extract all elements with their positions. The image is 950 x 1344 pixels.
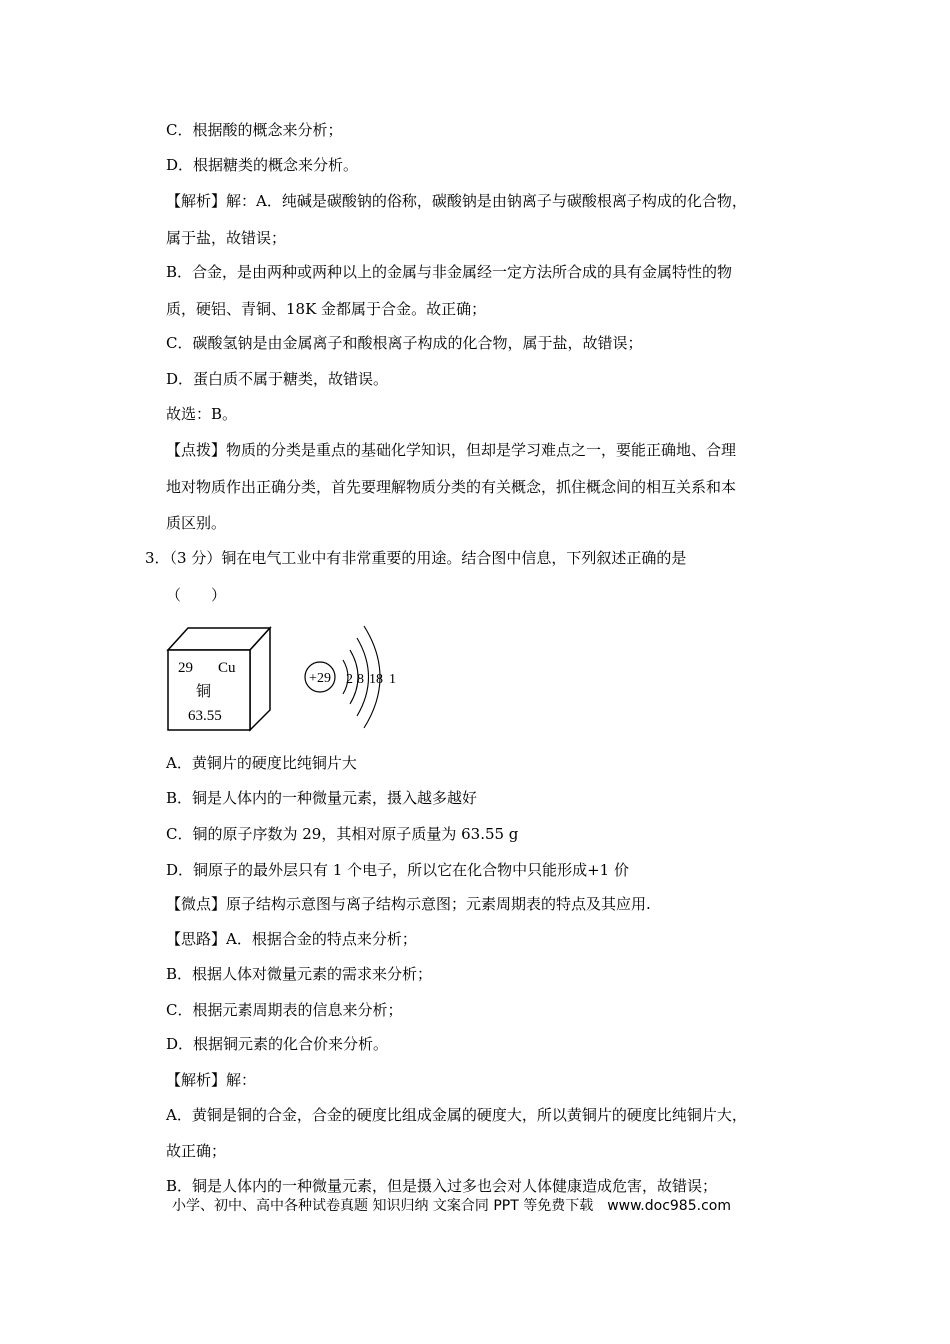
shell-count: 8: [357, 672, 364, 687]
text-line: C．根据酸的概念来分析；: [166, 121, 343, 139]
text-line: 【解析】解：: [166, 1071, 257, 1089]
text-line: A．黄铜是铜的合金，合金的硬度比组成金属的硬度大，所以黄铜片的硬度比纯铜片大，: [166, 1106, 747, 1124]
text-line: 质，硬铝、青铜、18K 金都属于合金。故正确；: [166, 300, 487, 318]
text-line: 质区别。: [166, 514, 227, 532]
text-line: B．根据人体对微量元素的需求来分析；: [166, 965, 433, 983]
text-line: 属于盐，故错误；: [166, 229, 287, 247]
text-line: 【解析】解：A．纯碱是碳酸钠的俗称，碳酸钠是由钠离子与碳酸根离子构成的化合物，: [166, 192, 747, 210]
element-cell-and-atom-diagram: [160, 620, 420, 740]
text-line: 地对物质作出正确分类，首先要理解物质分类的有关概念，抓住概念间的相互关系和本: [166, 478, 737, 496]
option-d: D．铜原子的最外层只有 1 个电子，所以它在化合物中只能形成+1 价: [166, 861, 629, 879]
text-line: 故正确；: [166, 1142, 227, 1160]
footer-banner: 小学、初中、高中各种试卷真题 知识归纳 文案合同 PPT 等免费下载 www.doc985.com: [172, 1198, 731, 1214]
element-symbol: Cu: [218, 660, 236, 676]
text-line: B．铜是人体内的一种微量元素，但是摄入过多也会对人体健康造成危害，故错误；: [166, 1177, 718, 1195]
option-c: C．铜的原子序数为 29，其相对原子质量为 63.55 g: [166, 825, 519, 843]
question-stem: 3．（3 分）铜在电气工业中有非常重要的用途。结合图中信息，下列叙述正确的是: [145, 549, 687, 567]
element-name: 铜: [196, 682, 212, 700]
shell-count: 18: [369, 672, 383, 687]
text-line: C．根据元素周期表的信息来分析；: [166, 1001, 403, 1019]
text-line: D．根据铜元素的化合价来分析。: [166, 1035, 389, 1053]
text-line: 【点拨】物质的分类是重点的基础化学知识，但却是学习难点之一，要能正确地、合理: [166, 441, 737, 459]
text-line: B．合金，是由两种或两种以上的金属与非金属经一定方法所合成的具有金属特性的物: [166, 263, 733, 281]
text-line: D．根据糖类的概念来分析。: [166, 156, 359, 174]
shell-count: 2: [346, 672, 353, 687]
option-a: A．黄铜片的硬度比纯铜片大: [166, 754, 357, 772]
text-line: D．蛋白质不属于糖类，故错误。: [166, 370, 389, 388]
text-line: 【思路】A．根据合金的特点来分析；: [166, 930, 417, 948]
copper-figure: [160, 620, 420, 740]
question-paren: （ ）: [166, 586, 227, 604]
text-line: 【微点】原子结构示意图与离子结构示意图；元素周期表的特点及其应用.: [166, 895, 651, 913]
option-b: B．铜是人体内的一种微量元素，摄入越多越好: [166, 789, 478, 807]
shell-count: 1: [389, 672, 396, 687]
atomic-mass: 63.55: [188, 708, 222, 724]
text-line: C．碳酸氢钠是由金属离子和酸根离子构成的化合物，属于盐，故错误；: [166, 334, 643, 352]
text-line: 故选：B。: [166, 405, 238, 423]
atomic-number: 29: [178, 660, 193, 676]
nucleus-charge: +29: [309, 671, 331, 686]
